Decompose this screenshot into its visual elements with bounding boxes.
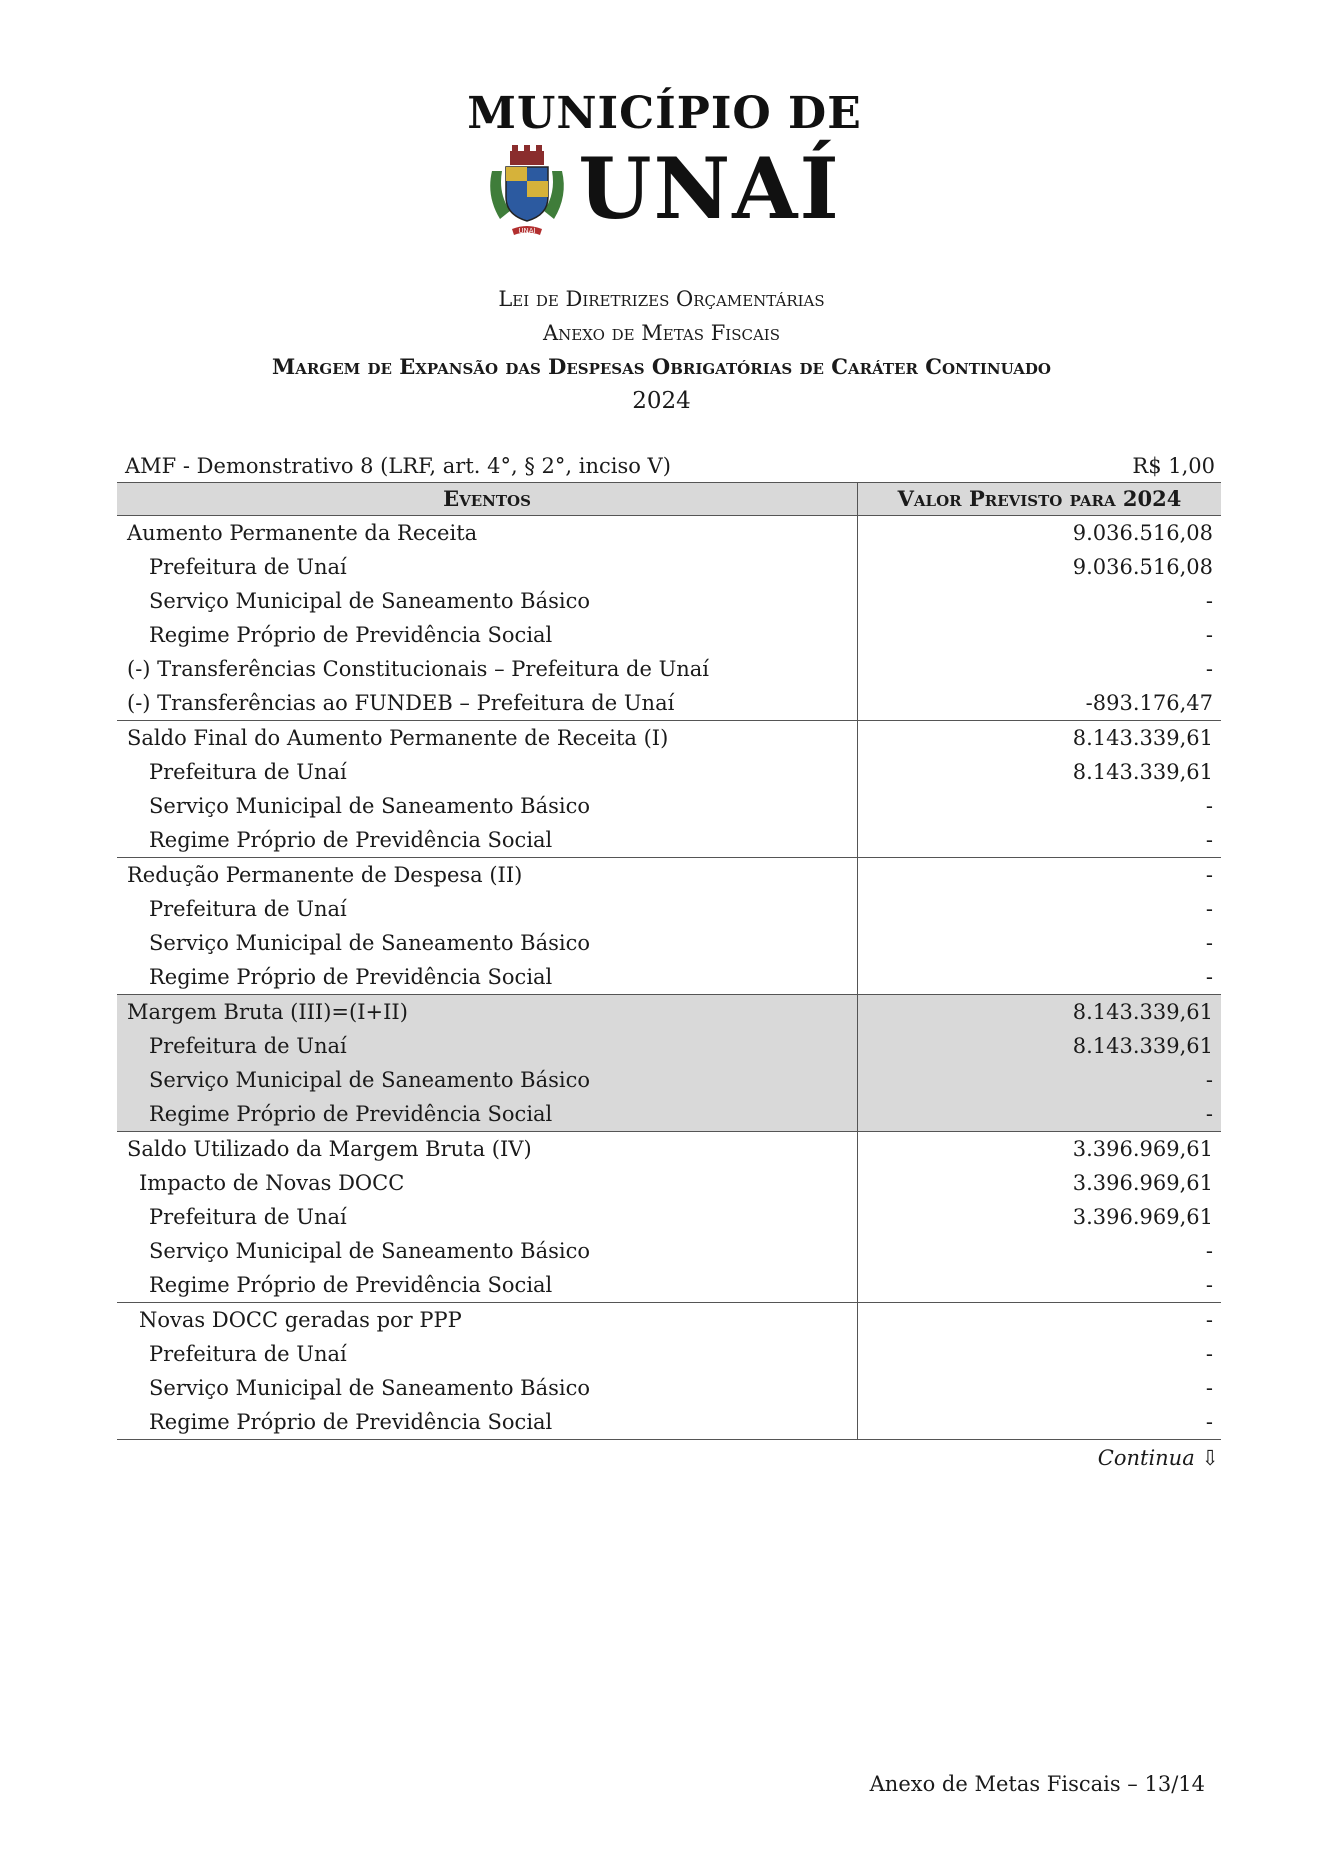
margin-expansion-table: [117, 450, 1221, 1470]
row-value: 3.396.969,61: [1072, 1205, 1213, 1229]
table-row: [117, 892, 1221, 926]
row-label: Saldo Utilizado da Margem Bruta (IV): [117, 1132, 858, 1167]
row-label: (-) Transferências ao FUNDEB – Prefeitura de Unaí: [117, 686, 858, 721]
row-label: Aumento Permanente da Receita: [117, 516, 858, 551]
table-row: [117, 858, 1221, 893]
table-row: [117, 1268, 1221, 1303]
row-value: -: [1205, 897, 1213, 921]
row-value: -: [858, 1097, 1222, 1132]
row-label: Prefeitura de Unaí: [117, 550, 858, 584]
table-row: [117, 1132, 1221, 1167]
row-label: Regime Próprio de Previdência Social: [117, 1268, 858, 1303]
table-row: [117, 1097, 1221, 1132]
table-row: [117, 1371, 1221, 1405]
row-value: -: [1205, 657, 1213, 681]
table-header-row: [117, 483, 1221, 516]
row-label: Novas DOCC geradas por PPP: [117, 1303, 858, 1338]
row-value: -: [1205, 863, 1213, 887]
column-header-value: Valor Previsto para 2024: [858, 483, 1222, 516]
table-row: [117, 516, 1221, 551]
row-value: -: [1205, 1308, 1213, 1332]
page-footer: Anexo de Metas Fiscais – 13/14: [869, 1772, 1205, 1796]
row-label: Saldo Final do Aumento Permanente de Receita (I): [117, 721, 858, 756]
row-value: -: [858, 1405, 1222, 1440]
table-row: [117, 1166, 1221, 1200]
row-label: Redução Permanente de Despesa (II): [117, 858, 858, 893]
row-value: 8.143.339,61: [858, 1029, 1222, 1063]
row-value: 8.143.339,61: [1072, 760, 1213, 784]
row-value: 9.036.516,08: [1072, 521, 1213, 545]
table-row: [117, 789, 1221, 823]
row-value: 9.036.516,08: [1072, 555, 1213, 579]
continues-note: Continua ⇩: [1097, 1446, 1219, 1470]
row-label: Prefeitura de Unaí: [117, 892, 858, 926]
table-row: [117, 721, 1221, 756]
row-label: Prefeitura de Unaí: [117, 1200, 858, 1234]
table-row: [117, 995, 1221, 1030]
row-label: Margem Bruta (III)=(I+II): [117, 995, 858, 1030]
table-caption-unit: R$ 1,00: [1132, 454, 1215, 478]
subject-title: Margem de Expansão das Despesas Obrigatórias de Caráter Continuado: [272, 354, 1051, 379]
table-row: [117, 926, 1221, 960]
row-label: Serviço Municipal de Saneamento Básico: [117, 584, 858, 618]
row-value: 8.143.339,61: [858, 995, 1222, 1030]
table-row: [117, 1063, 1221, 1097]
row-value: -: [1205, 1342, 1213, 1366]
table-row: [117, 686, 1221, 721]
row-value: -: [1205, 623, 1213, 647]
table-row: [117, 618, 1221, 652]
table-row: [117, 960, 1221, 995]
row-value: -: [1205, 1239, 1213, 1263]
table-row: [117, 1234, 1221, 1268]
row-label: Regime Próprio de Previdência Social: [117, 618, 858, 652]
table-row: [117, 755, 1221, 789]
row-value: -: [1205, 931, 1213, 955]
row-value: -893.176,47: [858, 686, 1222, 721]
table-row: [117, 1405, 1221, 1440]
table-row: [117, 1200, 1221, 1234]
table-row: [117, 652, 1221, 686]
row-label: Serviço Municipal de Saneamento Básico: [117, 926, 858, 960]
table-row: [117, 823, 1221, 858]
table-caption: [117, 450, 1221, 482]
row-label: Prefeitura de Unaí: [117, 755, 858, 789]
table-caption-left: AMF - Demonstrativo 8 (LRF, art. 4°, § 2°, inciso V): [125, 454, 671, 478]
table-row: [117, 584, 1221, 618]
row-value: 3.396.969,61: [1072, 1171, 1213, 1195]
row-value: -: [858, 960, 1222, 995]
column-header-events: Eventos: [117, 483, 858, 516]
law-title: Lei de Diretrizes Orçamentárias: [498, 287, 825, 311]
row-value: -: [1205, 589, 1213, 613]
table-row: [117, 1303, 1221, 1338]
year-title: 2024: [632, 388, 691, 414]
row-value: -: [858, 1063, 1222, 1097]
table-row: [117, 550, 1221, 584]
row-label: Impacto de Novas DOCC: [117, 1166, 858, 1200]
document-titles: [0, 282, 1323, 418]
coat-of-arms-icon: [482, 141, 572, 237]
table-row: [117, 1337, 1221, 1371]
row-value: -: [858, 1268, 1222, 1303]
row-label: Regime Próprio de Previdência Social: [117, 960, 858, 995]
row-label: Regime Próprio de Previdência Social: [117, 1097, 858, 1132]
row-label: Serviço Municipal de Saneamento Básico: [117, 789, 858, 823]
row-value: -: [1205, 1376, 1213, 1400]
row-label: Prefeitura de Unaí: [117, 1337, 858, 1371]
row-label: Serviço Municipal de Saneamento Básico: [117, 1371, 858, 1405]
row-value: 8.143.339,61: [1072, 726, 1213, 750]
row-value: 3.396.969,61: [1072, 1137, 1213, 1161]
row-label: Regime Próprio de Previdência Social: [117, 1405, 858, 1440]
row-label: Serviço Municipal de Saneamento Básico: [117, 1063, 858, 1097]
row-value: -: [1205, 794, 1213, 818]
municipality-logo: [0, 88, 1323, 237]
annex-title: Anexo de Metas Fiscais: [543, 321, 780, 345]
table-row: [117, 1029, 1221, 1063]
row-label: (-) Transferências Constitucionais – Prefeitura de Unaí: [117, 652, 858, 686]
logo-title-line1: MUNICÍPIO DE: [467, 88, 862, 139]
crest-ribbon-text: UNAÍ: [518, 227, 536, 235]
row-value: -: [858, 823, 1222, 858]
row-label: Prefeitura de Unaí: [117, 1029, 858, 1063]
row-label: Regime Próprio de Previdência Social: [117, 823, 858, 858]
row-label: Serviço Municipal de Saneamento Básico: [117, 1234, 858, 1268]
logo-title-line2: UNAÍ: [578, 139, 841, 238]
